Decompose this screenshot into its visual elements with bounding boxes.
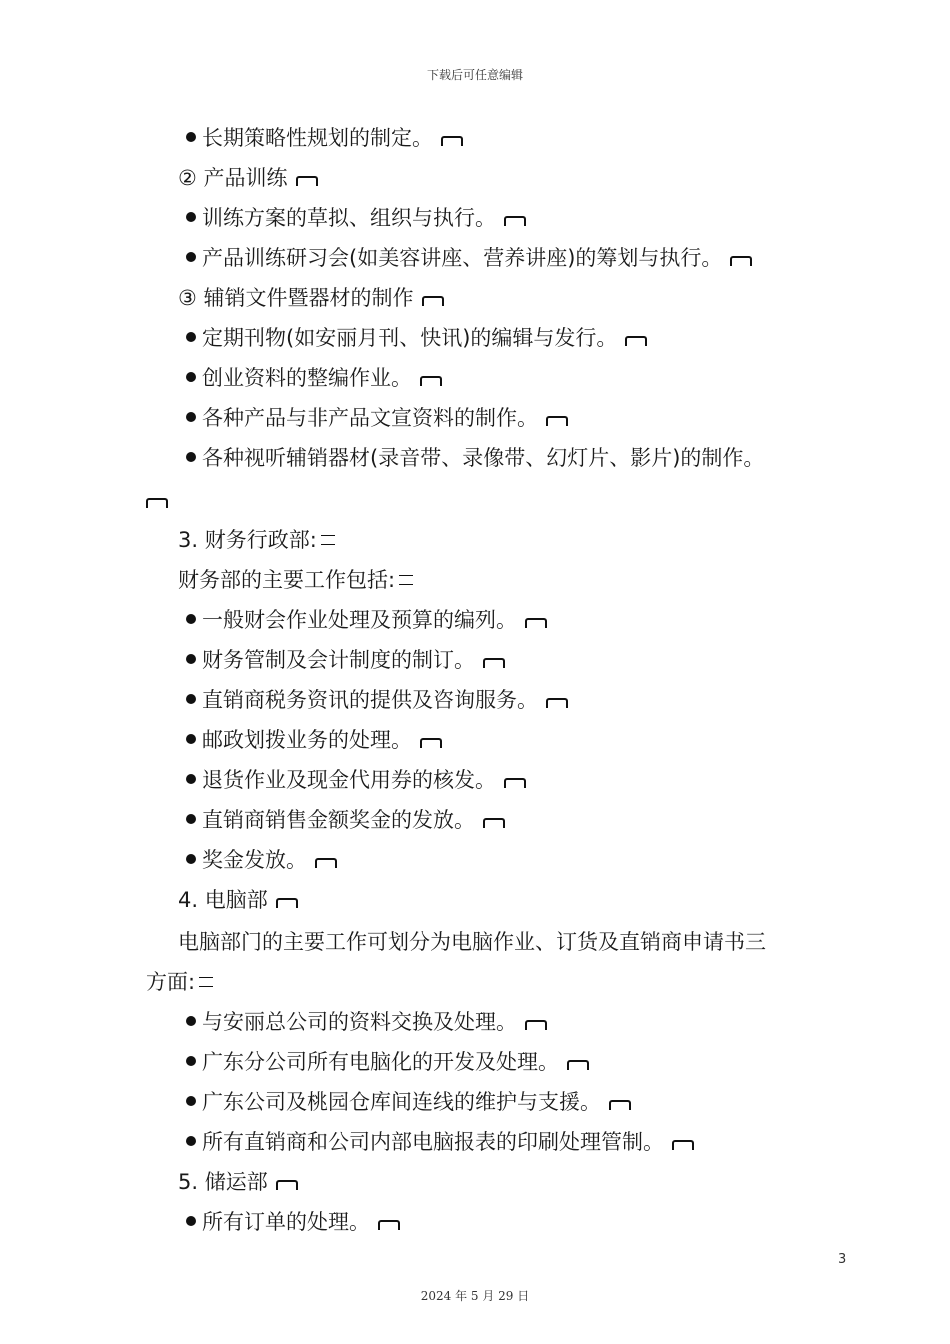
list-item: 定期刊物(如安丽月刊、快讯)的编辑与发行。 [186,325,647,351]
section-heading: 5. 储运部 [178,1169,298,1195]
paragraph: 财务部的主要工作包括: [178,567,413,593]
paragraph-mark-icon [441,136,463,146]
paragraph-mark-icon [567,1060,589,1070]
bullet-icon [186,332,196,342]
list-item: 一般财会作业处理及预算的编列。 [186,607,547,633]
list-item: 各种视听辅销器材(录音带、录像带、幻灯片、影片)的制作。 [186,445,764,471]
paragraph-mark-icon [730,256,752,266]
paragraph-mark-icon [483,658,505,668]
paragraph-mark-icon [296,176,318,186]
paragraph-mark-icon [625,336,647,346]
bullet-icon [186,854,196,864]
bullet-icon [186,1136,196,1146]
bullet-icon [186,1216,196,1226]
list-item: 创业资料的整编作业。 [186,365,442,391]
bullet-icon [186,1016,196,1026]
list-item: 直销商销售金额奖金的发放。 [186,807,505,833]
paragraph-mark-icon [483,818,505,828]
page-header: 下载后可任意编辑 [426,68,523,82]
line-break-icon [199,977,213,987]
paragraph-mark-icon [420,738,442,748]
bullet-icon [186,212,196,222]
paragraph-mark-icon [672,1140,694,1150]
list-item: 长期策略性规划的制定。 [186,125,463,151]
list-item: 直销商税务资讯的提供及咨询服务。 [186,687,568,713]
paragraph-mark-icon [146,498,168,508]
list-item: 退货作业及现金代用券的核发。 [186,767,526,793]
list-item: 广东分公司所有电脑化的开发及处理。 [186,1049,589,1075]
paragraph-mark-icon [420,376,442,386]
paragraph-mark-icon [276,1180,298,1190]
paragraph-mark-icon [422,296,444,306]
bullet-icon [186,774,196,784]
list-item: 与安丽总公司的资料交换及处理。 [186,1009,547,1035]
paragraph-mark-icon [546,698,568,708]
paragraph-mark-icon [504,778,526,788]
paragraph-mark-icon [315,858,337,868]
bullet-icon [186,614,196,624]
list-item: 广东公司及桃园仓库间连线的维护与支援。 [186,1089,631,1115]
list-item: 所有订单的处理。 [186,1209,400,1235]
bullet-icon [186,252,196,262]
list-item: 各种产品与非产品文宣资料的制作。 [186,405,568,431]
bullet-icon [186,734,196,744]
paragraph-mark-line [146,487,168,513]
paragraph-mark-icon [504,216,526,226]
line-break-icon [399,575,413,585]
paragraph-mark-icon [378,1220,400,1230]
list-item: 财务管制及会计制度的制订。 [186,647,505,673]
bullet-icon [186,372,196,382]
list-item: 产品训练研习会(如美容讲座、营养讲座)的筹划与执行。 [186,245,752,271]
section-heading: ③ 辅销文件暨器材的制作 [178,285,444,311]
paragraph-mark-icon [609,1100,631,1110]
bullet-icon [186,1056,196,1066]
paragraph-mark-icon [525,1020,547,1030]
paragraph: 方面: [146,969,213,995]
bullet-icon [186,814,196,824]
paragraph-mark-icon [525,618,547,628]
page-footer-date: 2024 年 5 月 29 日 [420,1289,530,1303]
section-heading: ② 产品训练 [178,165,318,191]
paragraph-mark-icon [276,898,298,908]
list-item: 训练方案的草拟、组织与执行。 [186,205,526,231]
section-heading: 3. 财务行政部: [178,527,335,553]
bullet-icon [186,132,196,142]
bullet-icon [186,452,196,462]
list-item: 所有直销商和公司内部电脑报表的印刷处理管制。 [186,1129,694,1155]
paragraph-mark-icon [546,416,568,426]
bullet-icon [186,694,196,704]
list-item: 奖金发放。 [186,847,337,873]
bullet-icon [186,1096,196,1106]
paragraph: 电脑部门的主要工作可划分为电脑作业、订货及直销商申请书三 [178,930,766,954]
line-break-icon [321,535,335,545]
section-heading: 4. 电脑部 [178,887,298,913]
page-number: 3 [838,1252,847,1267]
bullet-icon [186,412,196,422]
bullet-icon [186,654,196,664]
list-item: 邮政划拨业务的处理。 [186,727,442,753]
